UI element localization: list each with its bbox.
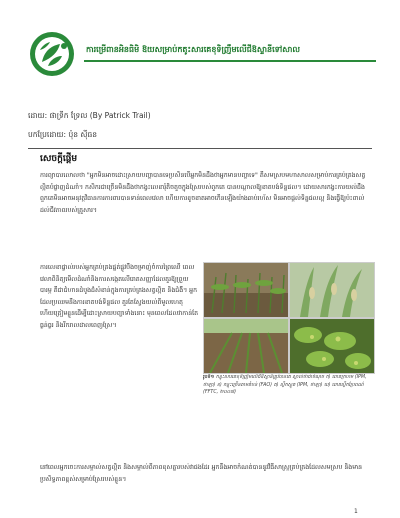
figure-caption	[203, 374, 375, 410]
section-divider	[28, 148, 372, 149]
figure-photo-grid	[203, 262, 373, 372]
intro-paragraph: ការព្យាបារលោលថា "អ្នកមិនអាចដោះស្រាយបញ្ហាបានទេប្រសិនបើអ្នកមិនដឹងថាអ្នកមានបញ្ហាទេ" គឺសមស្របមហាសាលសម្រាប់ការគ្រប់គ្រងសត្វល្អិតបំផ្លាញដំណាំ។ កសិករជាច្រើនមិនដឹងថាកង្វះលេខារុំតិចតួចក្នុងស្រែរបស់ពួកគេ បានបណ្ដាលឱ្យខាតបង់ទិន្នផល។ ដោយសារកង្វះការយល់ដឹង ពួកគេមិនអាចអនុវត្តវិធានការការពារបានទាន់ពេលវេលា ហើយការខូចខាតអាចកើនឡើងយ៉ាងឆាប់រហ័ស មិនអាចផ្ដល់ទិន្នផលល្អ និងធ្វើឱ្យប៉ះពាល់ដល់ជីវភាពរបស់គ្រួសារ។	[40, 172, 366, 214]
figure-photo-b	[289, 262, 375, 318]
closing-paragraph: នៅពេលអ្នកចេះការសម្គាល់សត្វល្អិត និងសម្គាល់ពីភាពខុសគ្នារបស់វាផងដែរ អ្នកនឹងអាចកំណត់បាននូវវិធីសាស្ត្រគ្រប់គ្រងដែលសមស្រប និងមានប្រសិទ្ធភាពខ្ពស់សម្រាប់ស្រែរបស់ខ្លួន។	[40, 464, 363, 483]
organization-logo-icon	[28, 30, 76, 78]
title-divider	[84, 60, 376, 62]
author-line: ដោយ: ផាទ្រីក ទ្រែល (By Patrick Trail)	[28, 111, 151, 120]
section-heading: សេចក្តីផ្តើម	[40, 154, 78, 164]
figure-caption-text: កន្ទុះសារគេខុទិញ្រឹមលើជីឱស្ទានីត្រូវបានគេ ស្គាល់ថាជាចំណុច ក) ពោតក្រហម (IPM, ថាឡា) ខ) កន្ទុះច្រើនតាមតំបន់ (FAO) គ) ស្លឹកស្ងួត (IPM, ថាឡា) ឃ) ពោតស្លឹកប្រែពណ៌ (FFTC, ២០០៧)	[203, 375, 367, 395]
page-number: 1	[354, 508, 358, 515]
figure-caption-label: រូបទី១	[203, 375, 215, 380]
translator-line: បកប្រែដោយ: ប៉ុន សុីធន	[28, 130, 98, 139]
body-paragraph: ការលេខាផ្ទាល់របស់អ្នកគ្រប់គ្រងផ្នត់ផ្លូវបឹងចម្រាញ់ចំការព្រៃឈើ ពេលវេលាពិនិត្យមើលដំណាំនិងការសង្កេតលើរោគសញ្ញាដែលគួរឱ្យព្រួយបារម្ភ គឺជាជំហានដំបូងដ៏សំខាន់ក្នុងការគ្រប់គ្រងសត្វល្អិត និងជំងឺ។ អ្នកដែលប្រឈមនឹងការខាតបង់ទិន្នផល គួរតែស្វែងយល់ពីមូលហេតុ ហើយត្រៀមខ្លួនដើម្បីដោះស្រាយបញ្ហាទាំងនោះ មុនពេលដែលវាកាន់តែធ្ងន់ធ្ងរ និងរីករាលដាលពេញស្រែ។	[40, 264, 198, 329]
figure-photo-a	[203, 262, 289, 318]
figure-photo-d	[289, 318, 375, 374]
document-title: ការម្រើពានអិនធិមិ ឱយសម្រាប់កតូះសារគេខុទិញ្រឹមលើជីឱស្ទានីទៅសាល	[86, 45, 301, 54]
figure-photo-c	[203, 318, 289, 374]
